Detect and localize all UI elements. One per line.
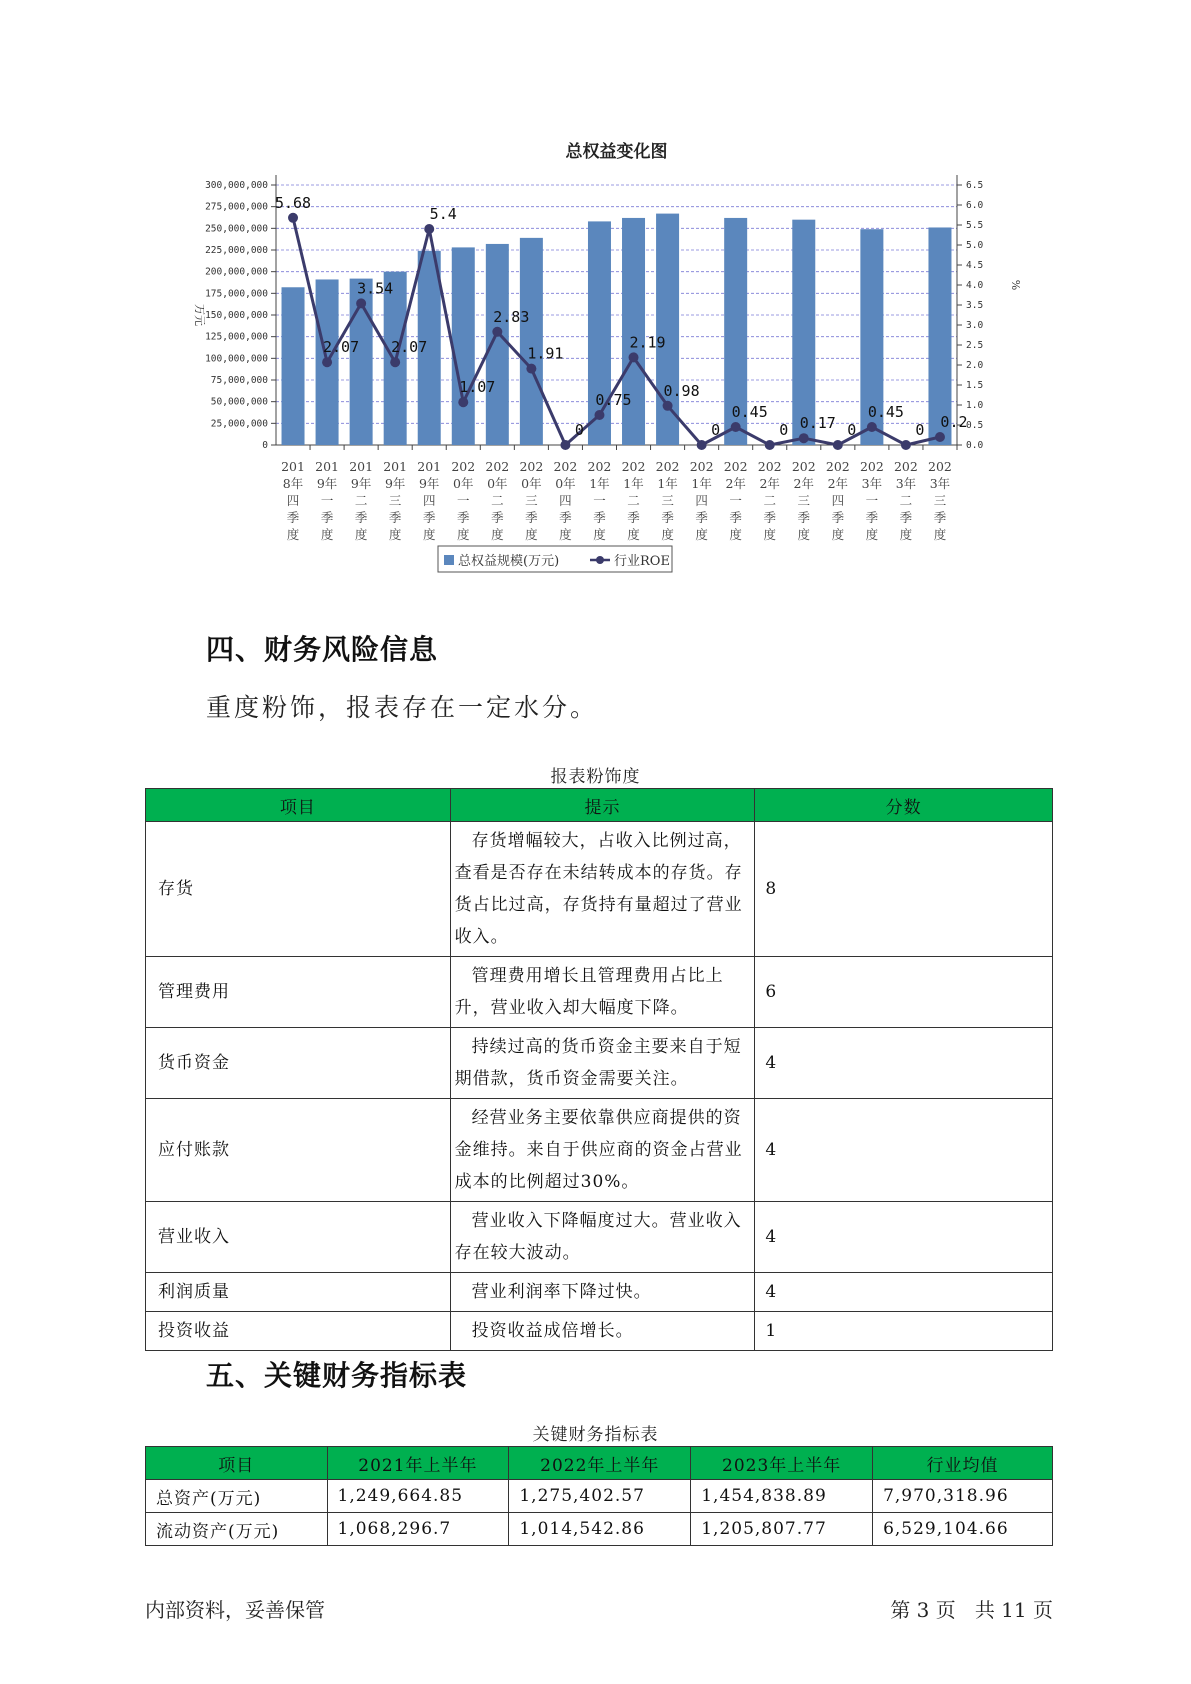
table-row (146, 1028, 1053, 1099)
x-tick-label: 3年 (861, 476, 883, 491)
y-tick-label: 125,000,000 (205, 331, 268, 343)
x-tick-label: 201 (349, 459, 374, 474)
fin-value: 1,275,402.57 (509, 1480, 691, 1513)
x-tick-label: 季 (491, 510, 504, 525)
x-tick-label: 二 (899, 493, 913, 508)
fin-value: 1,249,664.85 (327, 1480, 509, 1513)
risk-score: 4 (755, 1099, 1053, 1202)
x-tick-label: 201 (315, 459, 340, 474)
legend-bar-swatch (444, 555, 454, 565)
y-tick-label: 25,000,000 (210, 418, 268, 430)
y2-tick-label: 5.0 (966, 240, 984, 251)
table-row (146, 1480, 1053, 1513)
x-tick-label: 四 (695, 493, 708, 508)
x-tick-label: 3年 (895, 476, 917, 491)
x-tick-label: 202 (825, 459, 850, 474)
x-tick-label: 季 (286, 510, 300, 525)
risk-item: 营业收入 (146, 1202, 451, 1273)
fin-value: 6,529,104.66 (873, 1513, 1053, 1546)
risk-hint: 营业利润率下降过快。 (450, 1273, 755, 1312)
x-tick-label: 度 (661, 527, 674, 542)
bar (486, 244, 509, 445)
x-tick-label: 一 (320, 493, 334, 508)
legend-bar-label: 总权益规模(万元) (458, 554, 560, 569)
y2-tick-label: 1.0 (966, 400, 984, 411)
table-row (146, 1273, 1053, 1312)
x-tick-label: 201 (281, 459, 305, 474)
x-tick-label: 季 (627, 510, 640, 525)
roe-data-label: 0.17 (799, 414, 836, 433)
roe-data-label: 0.75 (595, 391, 632, 409)
x-tick-label: 度 (422, 527, 436, 542)
header-score: 分数 (755, 789, 1053, 822)
risk-hint: 投资收益成倍增长。 (450, 1312, 755, 1351)
x-tick-label: 二 (354, 493, 368, 508)
y2-tick-label: 6.0 (966, 200, 984, 211)
risk-score: 4 (755, 1273, 1053, 1312)
risk-hint: 存货增幅较大，占收入比例过高，查看是否存在未结转成本的存货。存货占比过高，存货持有量超过了营业收入。 (450, 822, 755, 957)
x-tick-label: 季 (661, 510, 674, 525)
roe-point (560, 440, 570, 450)
x-tick-label: 202 (928, 459, 952, 474)
x-tick-label: 202 (485, 459, 510, 474)
x-tick-label: 二 (491, 493, 504, 508)
risk-score: 4 (755, 1028, 1053, 1099)
y-tick-label: 50,000,000 (210, 396, 268, 408)
roe-point (288, 213, 298, 223)
fin-table (145, 1446, 1053, 1546)
roe-point (935, 432, 945, 442)
roe-data-label: 0.45 (867, 403, 904, 421)
roe-data-label: 2.07 (391, 338, 428, 357)
y-tick-label: 225,000,000 (205, 245, 268, 256)
x-tick-label: 202 (655, 459, 680, 474)
x-tick-label: 一 (593, 493, 606, 508)
x-tick-label: 0年 (521, 476, 542, 491)
risk-hint: 营业收入下降幅度过大。营业收入存在较大波动。 (450, 1202, 755, 1273)
x-tick-label: 度 (763, 527, 776, 542)
roe-data-label: 0 (915, 421, 925, 439)
x-tick-label: 季 (457, 510, 470, 525)
x-tick-label: 202 (859, 459, 884, 474)
x-tick-label: 2年 (759, 476, 780, 491)
x-tick-label: 202 (519, 459, 544, 474)
x-tick-label: 202 (587, 459, 612, 474)
header-item: 项目 (146, 789, 451, 822)
bar (520, 238, 543, 445)
x-tick-label: 0年 (453, 476, 474, 491)
y-tick-label: 0 (262, 440, 268, 451)
risk-table-header (146, 789, 1053, 822)
bar (452, 247, 475, 445)
x-tick-label: 三 (933, 493, 947, 508)
roe-point (322, 357, 332, 367)
x-tick-label: 2年 (827, 476, 849, 491)
fin-table-caption: 关键财务指标表 (532, 1425, 659, 1445)
fin-table-header (146, 1447, 1053, 1480)
x-tick-label: 202 (723, 459, 748, 474)
bar (792, 220, 815, 445)
x-tick-label: 2年 (793, 476, 815, 491)
x-tick-label: 季 (388, 510, 402, 525)
footer-page-number: 第 3 页 共 11 页 (890, 1598, 1053, 1622)
roe-data-label: 5.4 (429, 205, 457, 223)
x-tick-label: 1年 (623, 476, 644, 491)
x-tick-label: 度 (286, 527, 300, 542)
bar (622, 218, 645, 445)
y2-tick-label: 2.0 (966, 360, 984, 371)
x-tick-label: 季 (865, 510, 879, 525)
x-tick-label: 202 (451, 459, 476, 474)
y-axis-label: 万元 (193, 304, 206, 326)
y2-tick-label: 0.0 (966, 440, 984, 451)
x-tick-label: 季 (933, 510, 947, 525)
equity-chart-svg (180, 135, 1020, 595)
y2-tick-label: 1.5 (966, 380, 984, 391)
header-2021: 2021年上半年 (327, 1447, 509, 1480)
x-tick-label: 三 (525, 493, 538, 508)
y-tick-label: 150,000,000 (205, 310, 268, 321)
fin-item: 流动资产(万元) (146, 1513, 328, 1546)
fin-value: 7,970,318.96 (873, 1480, 1053, 1513)
roe-data-label: 3.54 (357, 279, 394, 298)
x-tick-label: 季 (593, 510, 606, 525)
y-tick-label: 275,000,000 (205, 201, 268, 213)
roe-data-label: 2.07 (323, 338, 360, 357)
roe-data-label: 1.91 (527, 344, 564, 363)
roe-point (424, 224, 434, 234)
section4-text: 重度粉饰，报表存在一定水分。 (206, 693, 599, 722)
risk-score: 6 (755, 957, 1053, 1028)
table-row (146, 1099, 1053, 1202)
x-tick-label: 1年 (589, 476, 610, 491)
roe-point (526, 364, 536, 374)
risk-score: 8 (755, 822, 1053, 957)
risk-table (145, 788, 1053, 1351)
risk-item: 利润质量 (146, 1273, 451, 1312)
table-row (146, 1312, 1053, 1351)
x-tick-label: 季 (422, 510, 436, 525)
x-tick-label: 202 (689, 459, 714, 474)
fin-value: 1,205,807.77 (691, 1513, 873, 1546)
header-item: 项目 (146, 1447, 328, 1480)
table-row (146, 822, 1053, 957)
table-row (146, 1202, 1053, 1273)
risk-hint: 经营业务主要依靠供应商提供的资金维持。来自于供应商的资金占营业成本的比例超过30%。 (450, 1099, 755, 1202)
risk-item: 管理费用 (146, 957, 451, 1028)
roe-point (458, 397, 468, 407)
roe-point (594, 410, 604, 420)
y2-tick-label: 6.5 (966, 180, 984, 191)
y2-tick-label: 0.5 (966, 420, 984, 431)
risk-table-caption: 报表粉饰度 (550, 767, 641, 787)
x-tick-label: 3年 (929, 476, 951, 491)
legend-line-label: 行业ROE (614, 554, 670, 569)
header-2023: 2023年上半年 (691, 1447, 873, 1480)
roe-point (629, 352, 639, 362)
roe-data-label: 2.83 (493, 307, 530, 326)
x-tick-label: 9年 (350, 476, 372, 491)
x-tick-label: 度 (320, 527, 334, 542)
x-tick-label: 度 (354, 527, 368, 542)
x-tick-label: 度 (797, 527, 811, 542)
roe-point (697, 440, 707, 450)
roe-data-label: 0.2 (940, 413, 968, 431)
x-tick-label: 一 (729, 493, 742, 508)
roe-point (799, 433, 809, 443)
roe-point (867, 422, 877, 432)
header-hint: 提示 (450, 789, 755, 822)
roe-data-label: 0.98 (663, 381, 700, 400)
fin-value: 1,014,542.86 (509, 1513, 691, 1546)
x-tick-label: 9年 (418, 476, 440, 491)
x-tick-label: 季 (729, 510, 742, 525)
x-tick-label: 季 (763, 510, 776, 525)
header-2022: 2022年上半年 (509, 1447, 691, 1480)
y2-tick-label: 3.0 (966, 320, 984, 331)
x-tick-label: 度 (899, 527, 913, 542)
risk-score: 4 (755, 1202, 1053, 1273)
x-tick-label: 202 (553, 459, 578, 474)
footer-left: 内部资料，妥善保管 (145, 1598, 325, 1622)
roe-data-label: 5.68 (274, 193, 312, 212)
x-tick-label: 三 (388, 493, 402, 508)
y2-tick-label: 4.0 (966, 280, 984, 291)
x-tick-label: 季 (695, 510, 708, 525)
x-tick-label: 三 (661, 493, 674, 508)
x-tick-label: 9年 (384, 476, 406, 491)
x-tick-label: 度 (457, 527, 470, 542)
x-tick-label: 度 (865, 527, 879, 542)
x-tick-label: 季 (831, 510, 845, 525)
x-tick-label: 201 (383, 459, 408, 474)
y2-tick-label: 5.5 (966, 220, 984, 231)
x-tick-label: 四 (559, 493, 572, 508)
roe-data-label: 1.07 (459, 378, 496, 397)
header-industry-avg: 行业均值 (873, 1447, 1053, 1480)
x-tick-label: 季 (320, 510, 334, 525)
x-tick-label: 一 (457, 493, 470, 508)
y-tick-label: 300,000,000 (205, 180, 268, 191)
x-tick-label: 三 (797, 493, 811, 508)
x-tick-label: 2年 (725, 476, 746, 491)
roe-data-label: 0 (847, 421, 857, 439)
x-tick-label: 202 (893, 459, 918, 474)
x-tick-label: 202 (791, 459, 816, 474)
legend-line-marker (596, 556, 604, 564)
x-tick-label: 季 (899, 510, 913, 525)
roe-point (833, 440, 843, 450)
fin-value: 1,454,838.89 (691, 1480, 873, 1513)
roe-point (901, 440, 911, 450)
risk-item: 存货 (146, 822, 451, 957)
x-tick-label: 度 (388, 527, 402, 542)
fin-value: 1,068,296.7 (327, 1513, 509, 1546)
x-tick-label: 度 (525, 527, 538, 542)
x-tick-label: 季 (559, 510, 572, 525)
table-row (146, 957, 1053, 1028)
x-tick-label: 四 (831, 493, 845, 508)
y-tick-label: 75,000,000 (210, 375, 268, 386)
risk-score: 1 (755, 1312, 1053, 1351)
roe-data-label: 0 (779, 421, 789, 439)
section4-title: 四、财务风险信息 (206, 633, 439, 666)
x-tick-label: 202 (757, 459, 782, 474)
x-tick-label: 9年 (316, 476, 338, 491)
x-tick-label: 度 (627, 527, 640, 542)
roe-data-label: 2.19 (629, 333, 666, 352)
risk-item: 投资收益 (146, 1312, 451, 1351)
x-tick-label: 度 (593, 527, 606, 542)
x-tick-label: 1年 (657, 476, 678, 491)
x-tick-label: 度 (491, 527, 504, 542)
x-tick-label: 0年 (487, 476, 508, 491)
roe-point (731, 422, 741, 432)
fin-item: 总资产(万元) (146, 1480, 328, 1513)
risk-item: 货币资金 (146, 1028, 451, 1099)
roe-point (356, 298, 366, 308)
y-tick-label: 200,000,000 (205, 266, 268, 278)
roe-point (492, 327, 502, 337)
x-tick-label: 度 (933, 527, 947, 542)
roe-data-label: 0 (574, 421, 584, 439)
x-tick-label: 二 (763, 493, 776, 508)
x-tick-label: 度 (559, 527, 572, 542)
risk-hint: 管理费用增长且管理费用占比上升，营业收入却大幅度下降。 (450, 957, 755, 1028)
x-tick-label: 202 (621, 459, 646, 474)
roe-data-label: 0 (711, 421, 721, 439)
equity-chart (180, 135, 1020, 595)
x-tick-label: 度 (695, 527, 708, 542)
y-tick-label: 100,000,000 (205, 353, 268, 365)
y-tick-label: 250,000,000 (205, 223, 268, 235)
roe-point (663, 401, 673, 411)
risk-hint: 持续过高的货币资金主要来自于短期借款，货币资金需要关注。 (450, 1028, 755, 1099)
x-tick-label: 四 (422, 493, 436, 508)
x-tick-label: 度 (729, 527, 742, 542)
chart-title: 总权益变化图 (565, 142, 668, 162)
y2-axis-label: % (1009, 279, 1022, 291)
table-row (146, 1513, 1053, 1546)
x-tick-label: 201 (417, 459, 442, 474)
x-tick-label: 季 (354, 510, 368, 525)
x-tick-label: 四 (286, 493, 300, 508)
roe-point (765, 440, 775, 450)
x-tick-label: 二 (627, 493, 640, 508)
x-tick-label: 季 (525, 510, 538, 525)
bar (282, 287, 305, 445)
x-tick-label: 1年 (691, 476, 712, 491)
y-tick-label: 175,000,000 (205, 288, 268, 300)
y2-tick-label: 2.5 (966, 340, 984, 351)
x-tick-label: 一 (865, 493, 879, 508)
roe-data-label: 0.45 (731, 403, 768, 421)
risk-item: 应付账款 (146, 1099, 451, 1202)
roe-point (390, 357, 400, 367)
y2-tick-label: 4.5 (966, 260, 984, 271)
x-tick-label: 季 (797, 510, 811, 525)
x-tick-label: 0年 (555, 476, 576, 491)
section5-title: 五、关键财务指标表 (206, 1359, 468, 1392)
y2-tick-label: 3.5 (966, 300, 984, 311)
x-tick-label: 8年 (282, 476, 304, 491)
x-tick-label: 度 (831, 527, 845, 542)
